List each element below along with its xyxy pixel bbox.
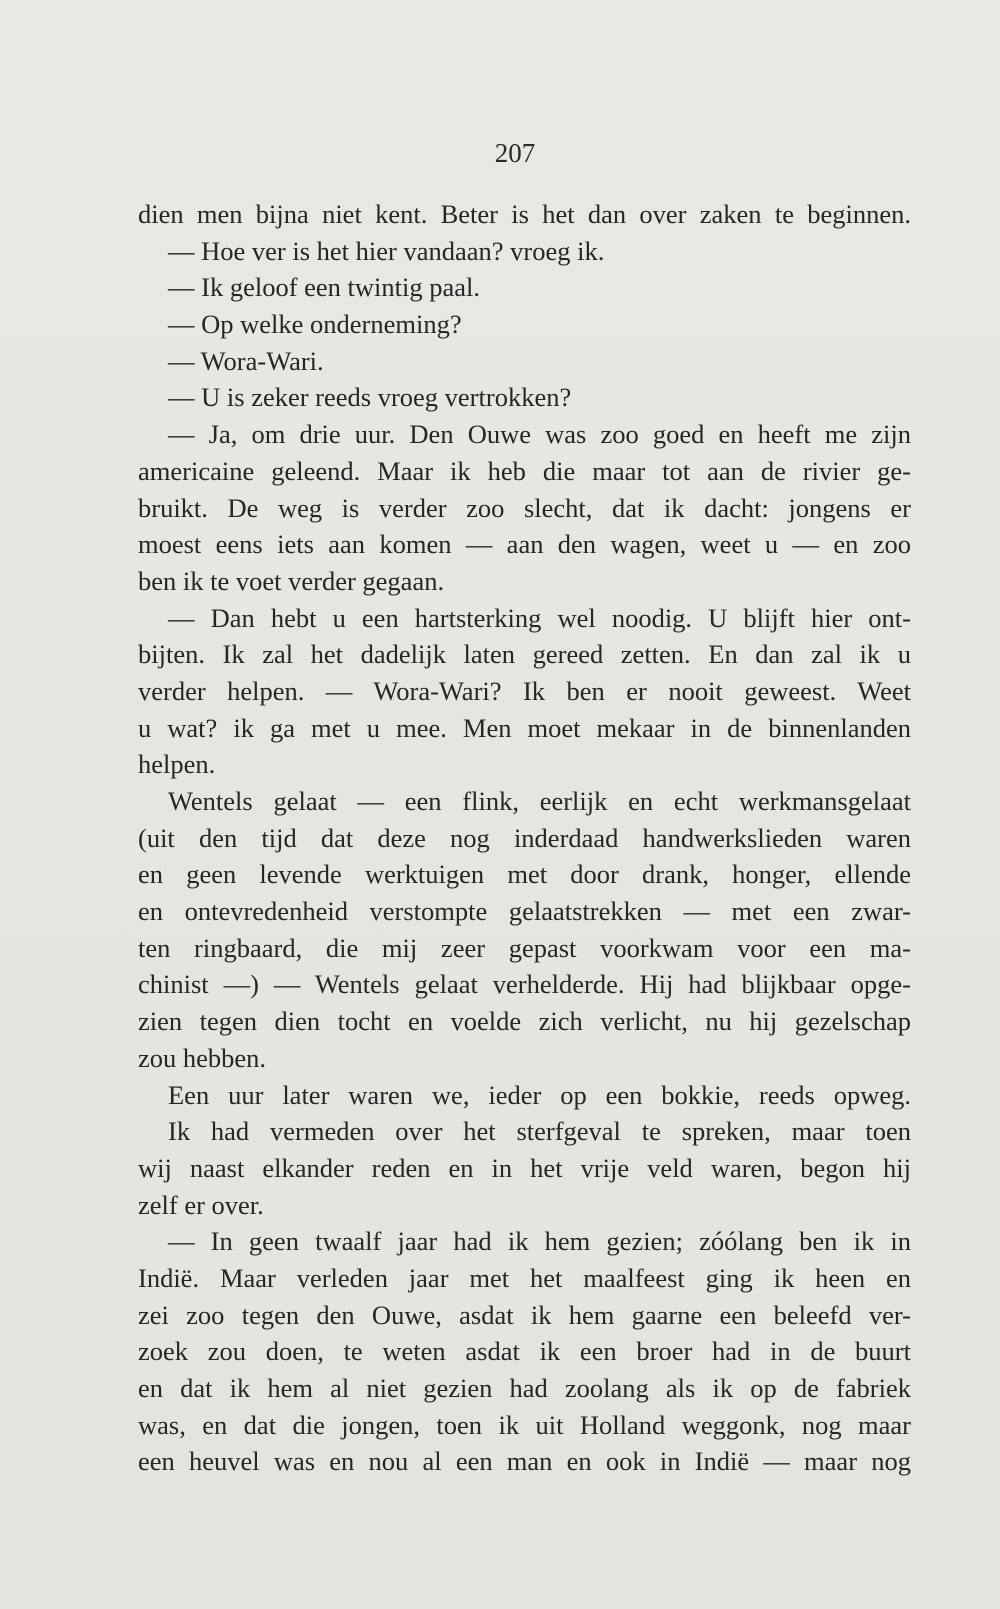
- body-text: [138, 196, 911, 1480]
- text-line: dien men bijna niet kent. Beter is het dan over zaken te beginnen.: [138, 199, 911, 229]
- text-line: een heuvel was en nou al een man en ook in Indië — maar nog: [138, 1446, 911, 1477]
- text-line: — Ik geloof een twintig paal.: [168, 272, 481, 303]
- text-line: Indië. Maar verleden jaar met het maalfeest ging ik heen en: [138, 1262, 911, 1293]
- text-line: americaine geleend. Maar ik heb die maar tot aan de rivier ge-: [138, 455, 911, 486]
- text-line: verder helpen. — Wora-Wari? Ik ben er nooit geweest. Weet: [138, 675, 911, 706]
- text-line: — Wora-Wari.: [168, 345, 324, 376]
- text-line: ben ik te voet verder gegaan.: [138, 565, 445, 596]
- text-line: u wat? ik ga met u mee. Men moet mekaar in de binnenlanden: [138, 712, 911, 743]
- text-line: en geen levende werktuigen met door drank, honger, ellende: [138, 859, 911, 890]
- text-line: was, en dat die jongen, toen ik uit Holland weggonk, nog maar: [138, 1409, 911, 1440]
- text-line: Wentels gelaat — een flink, eerlijk en echt werkmansgelaat: [168, 786, 911, 816]
- text-line: bruikt. De weg is verder zoo slecht, dat ik dacht: jongens er: [138, 492, 911, 523]
- text-line: moest eens iets aan komen — aan den wagen, weet u — en zoo: [138, 529, 911, 560]
- text-line: zou hebben.: [138, 1042, 267, 1073]
- text-line: en ontevredenheid verstompte gelaatstrekken — met een zwar-: [138, 896, 911, 927]
- text-line: — Dan hebt u een hartsterking wel noodig. U blijft hier ont-: [168, 602, 911, 633]
- text-line: zoek zou doen, te weten asdat ik een broer had in de buurt: [138, 1336, 911, 1367]
- text-line: (uit den tijd dat deze nog inderdaad handwerkslieden waren: [138, 822, 911, 853]
- text-line: — U is zeker reeds vroeg vertrokken?: [168, 382, 572, 413]
- text-line: — Ja, om drie uur. Den Ouwe was zoo goed en heeft me zijn: [168, 419, 911, 450]
- text-line: wij naast elkander reden en in het vrije veld waren, begon hij: [138, 1152, 911, 1183]
- text-line: ten ringbaard, die mij zeer gepast voorkwam voor een ma-: [138, 932, 911, 963]
- text-line: zien tegen dien tocht en voelde zich verlicht, nu hij gezelschap: [138, 1006, 911, 1037]
- page-number: 207: [494, 138, 536, 168]
- text-line: Ik had vermeden over het sterfgeval te spreken, maar toen: [168, 1116, 911, 1147]
- text-line: — Op welke onderneming?: [168, 309, 462, 340]
- text-line: chinist —) — Wentels gelaat verhelderde. Hij had blijkbaar opge-: [138, 969, 911, 1000]
- text-line: helpen.: [138, 749, 216, 780]
- text-line: zei zoo tegen den Ouwe, asdat ik hem gaarne een beleefd ver-: [138, 1299, 911, 1330]
- text-line: Een uur later waren we, ieder op een bokkie, reeds opweg.: [168, 1079, 911, 1110]
- text-line: — Hoe ver is het hier vandaan? vroeg ik.: [168, 235, 605, 266]
- text-line: — In geen twaalf jaar had ik hem gezien; zóólang ben ik in: [168, 1226, 911, 1257]
- text-line: zelf er over.: [138, 1189, 264, 1220]
- text-line: en dat ik hem al niet gezien had zoolang als ik op de fabriek: [138, 1373, 911, 1403]
- text-line: bijten. Ik zal het dadelijk laten gereed zetten. En dan zal ik u: [138, 639, 911, 670]
